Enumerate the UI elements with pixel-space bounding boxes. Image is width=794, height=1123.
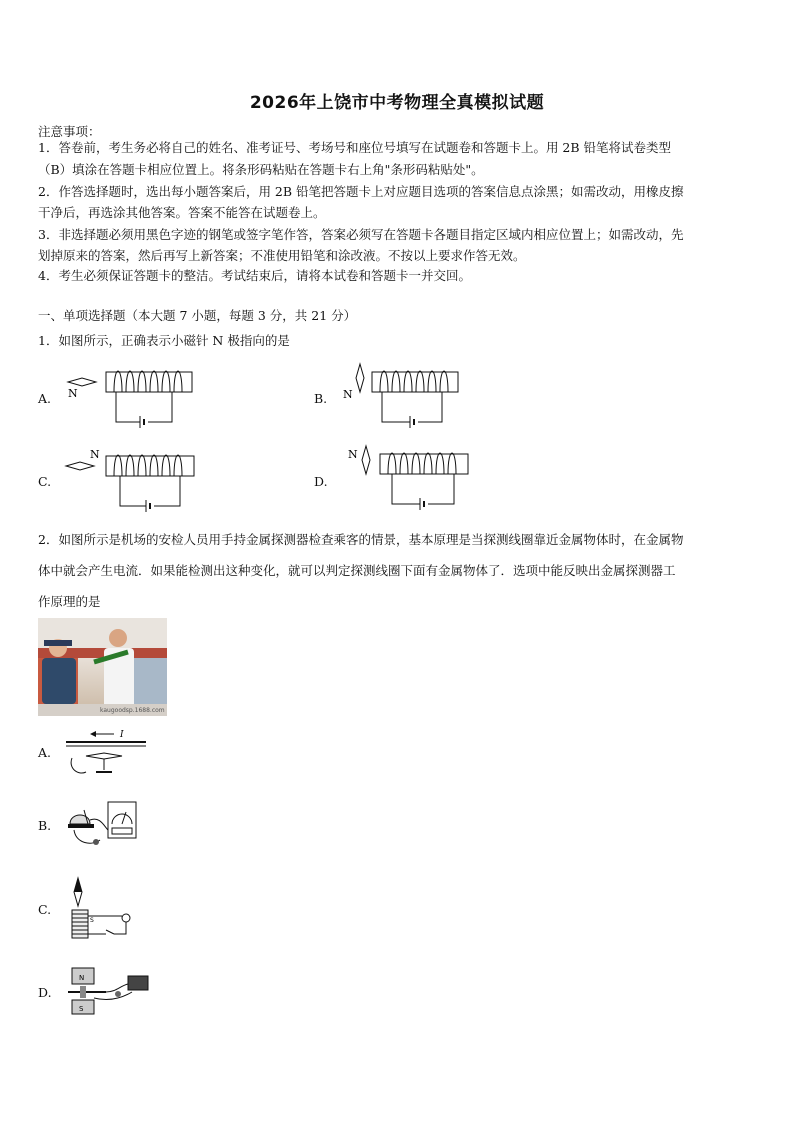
security-check-photo [38,618,167,716]
q2-option-a-label[interactable]: A. [38,745,52,760]
question-1-stem: 1．如图所示，正确表示小磁针 N 极指向的是 [38,333,290,348]
security-check-illustration [38,618,167,716]
q2-option-d-label[interactable]: D. [38,985,52,1000]
q1-option-a-figure [64,364,204,434]
current-label: I [120,730,124,740]
q2-option-c-figure [66,876,150,942]
q2-option-d-figure [66,962,156,1018]
n-pole-label: N [79,974,85,982]
n-pole-label: N [348,448,358,461]
page-title: 2026年上饶市中考物理全真模拟试题 [249,93,545,113]
q1-option-c-label[interactable]: C. [38,474,52,489]
question-2-stem-line: 作原理的是 [38,594,101,609]
q2-option-b-figure [66,796,150,856]
section-heading: 一、单项选择题（本大题 7 小题，每题 3 分，共 21 分） [38,308,357,323]
n-pole-label: N [90,448,100,461]
notice-heading: 注意事项： [38,124,101,139]
notice-line: 3．非选择题必须用黑色字迹的钢笔或签字笔作答，答案必须写在答题卡各题目指定区域内相应位置上；如需改动，先 [38,227,684,242]
notice-line: 干净后，再选涂其他答案。答案不能答在试题卷上。 [38,205,326,220]
n-pole-label: N [343,388,353,401]
q2-option-a-figure [64,726,148,778]
notice-line: 4．考生必须保证答题卡的整洁。考试结束后，请将本试卷和答题卡一并交回。 [38,268,471,283]
n-pole-label: N [68,387,78,400]
q1-option-d-label[interactable]: D. [314,474,328,489]
photo-watermark: kaugoodsp.1688.com [100,707,165,714]
question-2-stem-line: 2．如图所示是机场的安检人员用手持金属探测器检查乘客的情景，基本原理是当探测线圈靠近金属物体时，在金属物 [38,532,684,547]
s-pole-label: S [90,917,94,924]
q1-option-b-figure [340,362,480,432]
notice-line: 划掉原来的答案，然后再写上新答案；不准使用铅笔和涂改液。不按以上要求作答无效。 [38,248,526,263]
q2-option-c-label[interactable]: C. [38,902,52,917]
s-pole-label: S [79,1005,84,1013]
notice-line: （B）填涂在答题卡相应位置上。将条形码粘贴在答题卡右上角"条形码粘贴处"。 [38,162,484,177]
q1-option-b-label[interactable]: B. [314,391,328,406]
q1-option-a-label[interactable]: A. [38,391,52,406]
q2-option-b-label[interactable]: B. [38,818,52,833]
q1-option-c-figure [64,446,204,516]
notice-line: 2．作答选择题时，选出每小题答案后，用 2B 铅笔把答题卡上对应题目选项的答案信息点涂黑；如需改动，用橡皮擦 [38,184,684,199]
question-2-stem-line: 体中就会产生电流．如果能检测出这种变化，就可以判定探测线圈下面有金属物体了．选项中能反映出金属探测器工 [38,563,676,578]
q1-option-d-figure [344,444,484,514]
notice-line: 1．答卷前，考生务必将自己的姓名、准考证号、考场号和座位号填写在试题卷和答题卡上。用 2B 铅笔将试卷类型 [38,140,672,155]
